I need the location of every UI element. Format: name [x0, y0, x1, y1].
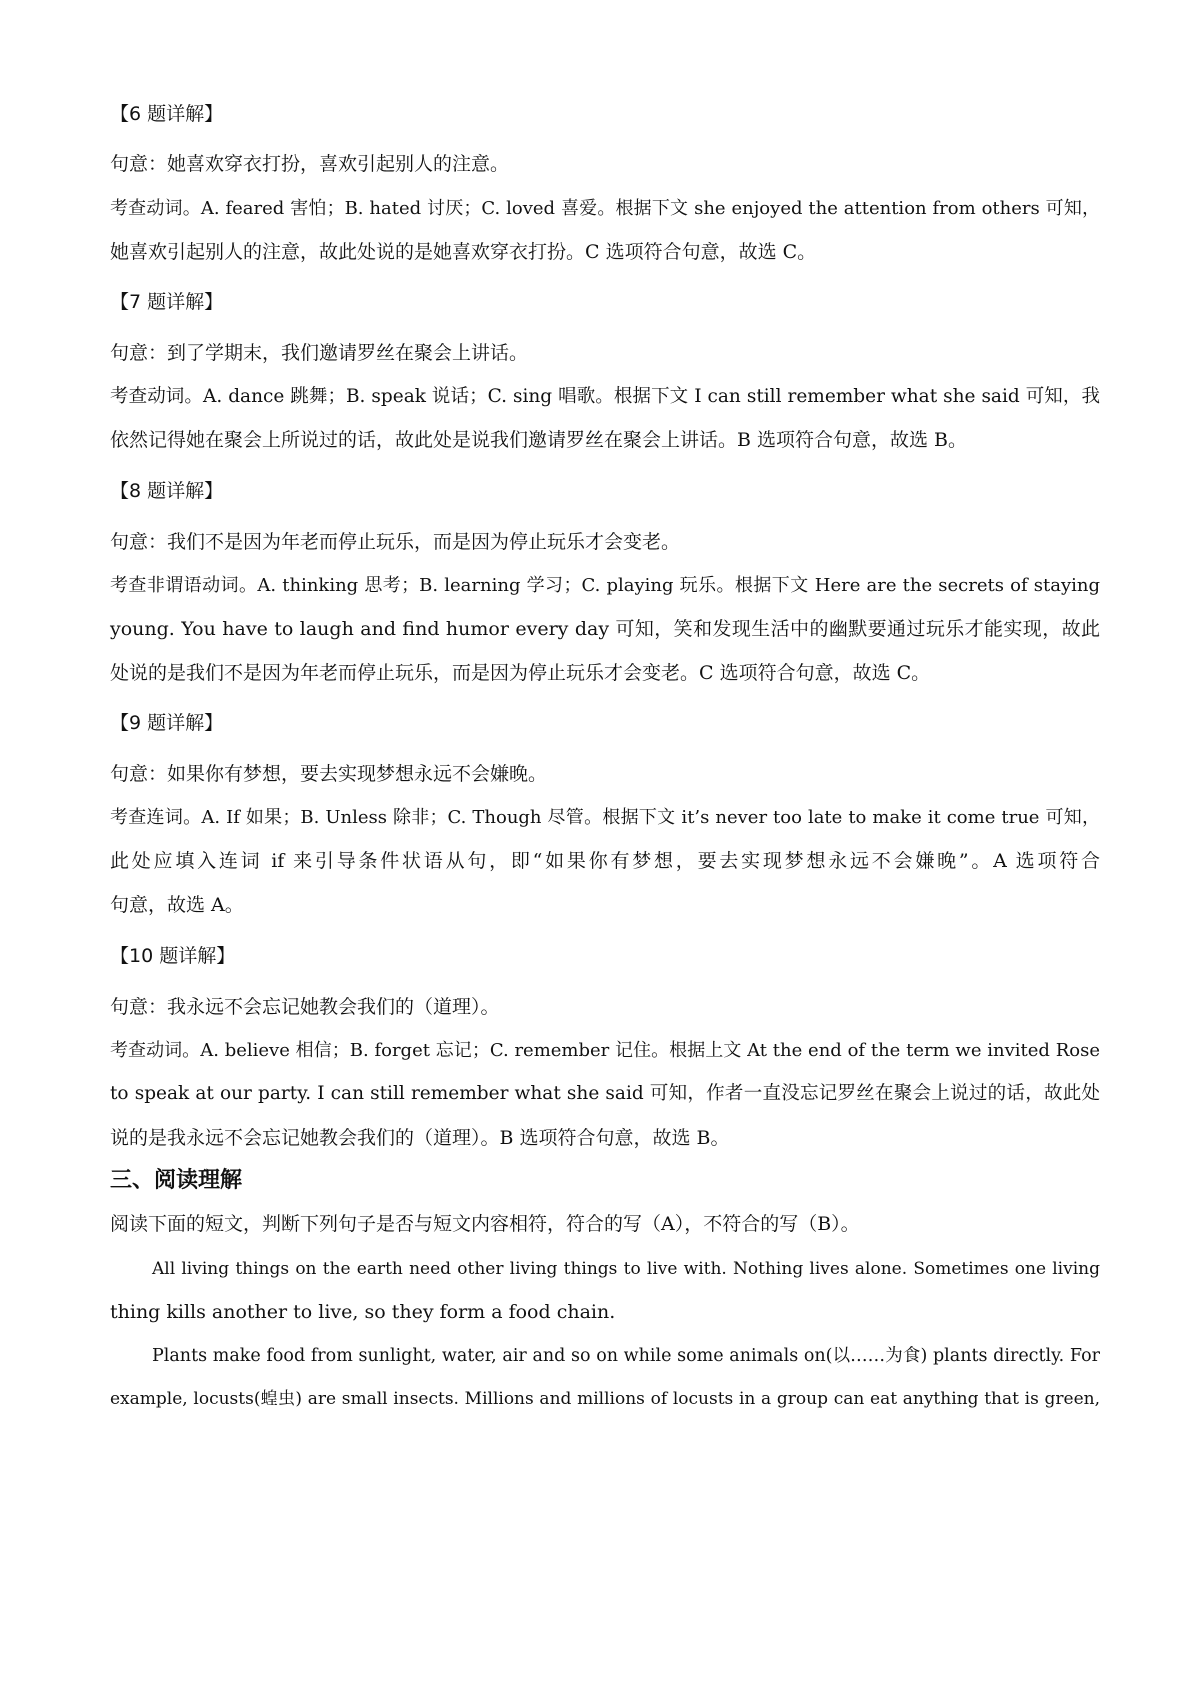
q10-explanation-line-2: to speak at our party. I can still remember what she said 可知，作者一直没忘记罗丝在聚会上说过的话，故此处	[110, 1083, 1100, 1104]
q10-meaning: 句意：我永远不会忘记她教会我们的（道理）。	[110, 996, 500, 1018]
q9-explanation-line-1: 考查连词。A. If 如果；B. Unless 除非；C. Though 尽管。根据下文 it’s never too late to make it come true 可知，	[110, 807, 1100, 828]
q9-explanation-line-2: 此处应填入连词 if 来引导条件状语从句，即“如果你有梦想，要去实现梦想永远不会嫌晚”。A 选项符合	[110, 850, 1100, 872]
q6-explanation-line-2: 她喜欢引起别人的注意，故此处说的是她喜欢穿衣打扮。C 选项符合句意，故选 C。	[110, 241, 817, 263]
q9-explanation-line-3: 句意，故选 A。	[110, 894, 244, 916]
q8-meaning: 句意：我们不是因为年老而停止玩乐，而是因为停止玩乐才会变老。	[110, 531, 681, 553]
q7-explanation-line-2: 依然记得她在聚会上所说过的话，故此处是说我们邀请罗丝在聚会上讲话。B 选项符合句意，故选 B。	[110, 429, 968, 451]
q6-meaning: 句意：她喜欢穿衣打扮，喜欢引起别人的注意。	[110, 153, 510, 175]
q7-meaning: 句意：到了学期末，我们邀请罗丝在聚会上讲话。	[110, 342, 529, 364]
passage-paragraph-2-line-1: Plants make food from sunlight, water, air and so on while some animals on(以……为食) plants directly. For	[152, 1346, 1100, 1366]
q6-heading: 【6 题详解】	[110, 103, 224, 125]
passage-paragraph-1-line-1: All living things on the earth need other living things to live with. Nothing lives alone. Sometimes one living	[152, 1259, 1100, 1279]
q7-explanation-line-1: 考查动词。A. dance 跳舞；B. speak 说话；C. sing 唱歌。根据下文 I can still remember what she said 可知，我	[110, 386, 1100, 407]
q10-explanation-line-1: 考查动词。A. believe 相信；B. forget 忘记；C. remember 记住。根据上文 At the end of the term we invited Rose	[110, 1040, 1100, 1061]
q8-explanation-line-3: 处说的是我们不是因为年老而停止玩乐，而是因为停止玩乐才会变老。C 选项符合句意，故选 C。	[110, 662, 931, 684]
q8-heading: 【8 题详解】	[110, 480, 224, 502]
q10-heading: 【10 题详解】	[110, 945, 236, 967]
q8-explanation-line-2: young. You have to laugh and find humor every day 可知，笑和发现生活中的幽默要通过玩乐才能实现，故此	[110, 618, 1100, 640]
q9-meaning: 句意：如果你有梦想，要去实现梦想永远不会嫌晚。	[110, 763, 548, 785]
passage-paragraph-2-line-2: example, locusts(蝗虫) are small insects. Millions and millions of locusts in a group can eat anything that is green,	[110, 1389, 1100, 1409]
q8-explanation-line-1: 考查非谓语动词。A. thinking 思考；B. learning 学习；C. playing 玩乐。根据下文 Here are the secrets of staying	[110, 575, 1100, 596]
passage-paragraph-1-line-2: thing kills another to live, so they form a food chain.	[110, 1301, 616, 1323]
q9-heading: 【9 题详解】	[110, 712, 224, 734]
q7-heading: 【7 题详解】	[110, 291, 224, 313]
section-instruction: 阅读下面的短文，判断下列句子是否与短文内容相符，符合的写（A），不符合的写（B）。	[110, 1213, 860, 1235]
q6-explanation-line-1: 考查动词。A. feared 害怕；B. hated 讨厌；C. loved 喜爱。根据下文 she enjoyed the attention from others 可知，	[110, 198, 1100, 219]
q10-explanation-line-3: 说的是我永远不会忘记她教会我们的（道理）。B 选项符合句意，故选 B。	[110, 1127, 730, 1149]
section-title: 三、阅读理解	[110, 1168, 243, 1193]
